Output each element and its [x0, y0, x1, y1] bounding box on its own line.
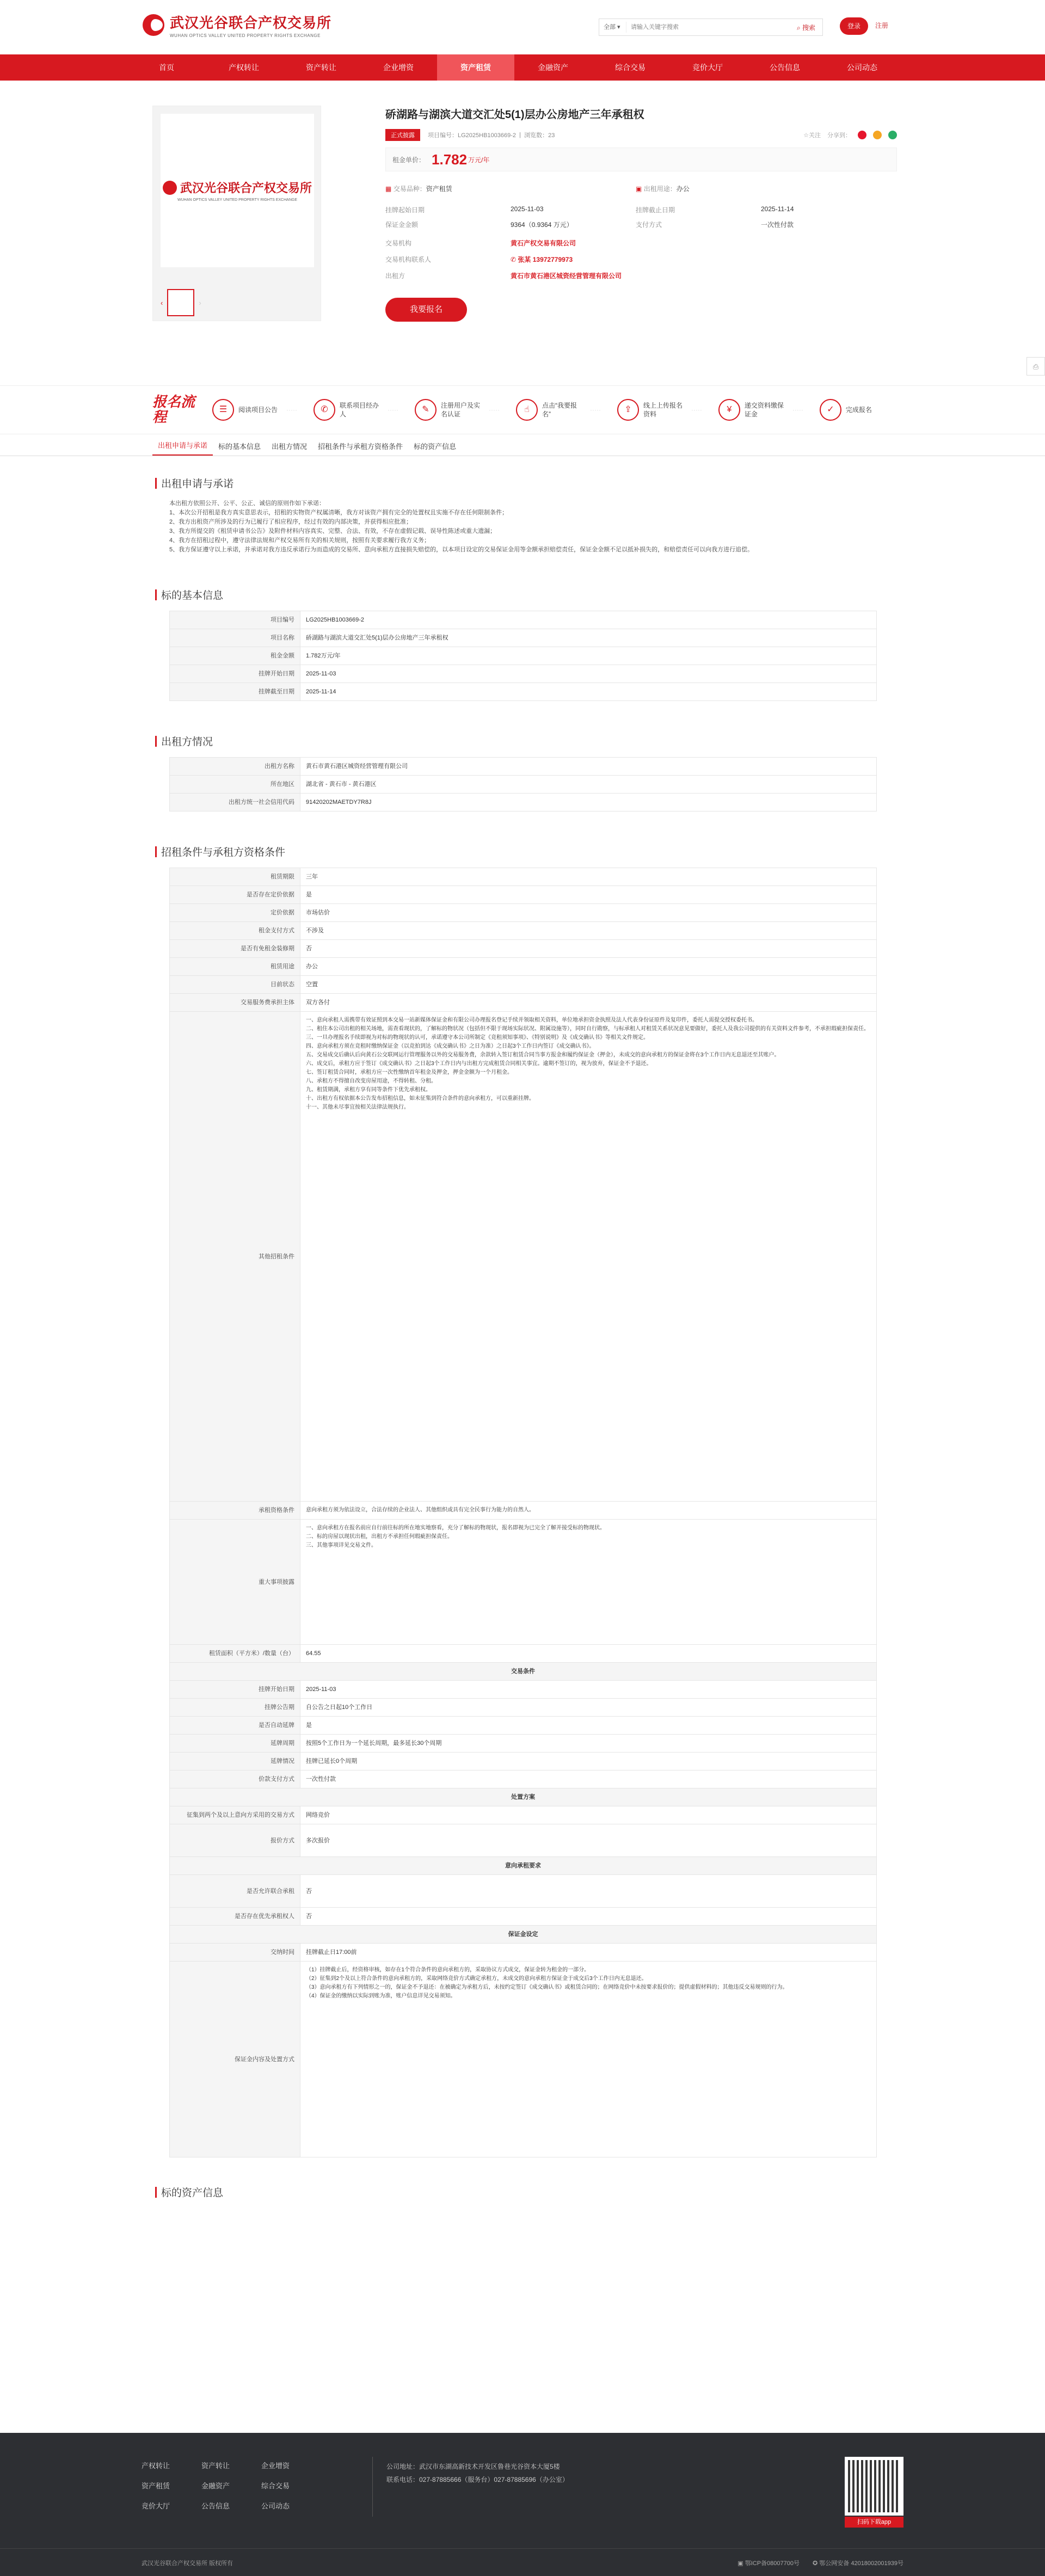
login-button[interactable]: 登录: [840, 17, 868, 35]
share-label: 分享到：: [827, 132, 851, 139]
police-link[interactable]: ✪ 鄂公网安备 42018002001939号: [813, 2560, 903, 2567]
nav-home[interactable]: 首页: [159, 63, 174, 72]
category-value: 资产租赁: [426, 185, 452, 193]
footer-link[interactable]: 产权转让: [142, 2462, 170, 2470]
price-box: 租金单价： 1.782 万元/年: [385, 147, 897, 171]
done-icon: ✓: [820, 399, 841, 421]
tab-basic-info[interactable]: 标的基本信息: [218, 442, 261, 451]
nav-general[interactable]: 综合交易: [615, 63, 646, 72]
commitment-section: 出租申请与承诺 本出租方依照公开、公平、公正、诚信的原则作如下承诺： 1、本次公开招租是我方真实意思表示，招租的实物资产权属清晰，我方对该资产拥有完全的处置权且实施不存在任何限制条件； 2、我方出租资产所涉及的行为已履行了相应程序，经过有效的内部决策，并获得相应批准； 3、我方所提交的《租赁申请书公告》及附件材料内容真实、完整、合法、有效，不存在虚假记载、误导性陈述或重大遗漏； 4、我方在招租过程中，遵守法律法规和产权交易所有关的相关规则，按照有关要求履行我方义务； 5、我方保证遵守以上承诺，并承诺对我方违反承诺行为而造成的交易所、意向承租方直接损失赔偿的，以本项目设定的交易保证金用等金额承担赔偿责任，保证金金额不足以抵补损失的，和赔偿责任可以向我方进行追偿。 标的基本信息 项目编号 LG2025HB1003669-2 项目名称 硚湖路与湖滨大道交汇处5(1)层办公房地产三年承租权 租金金额 1.782万元/年 挂牌开始日期 2025-11-03 挂牌截至日期 2025-11-14 出租方情况 出租方名称 黄石市黄石港区城资经营管理有限公司 所在地区 湖北省 - 黄石市 - 黄石港区 出租方统一社会信用代码 91420202MAETDY7R8J 招租条件与承租方资格条件 租赁期限 三年 是否存在定价依据 是 定价依据 市场估价 租金支付方式 不涉及 是否有免租金装修期 否 租赁用途 办公 目前状态 空置 交易服务费承担主体 双方各付 其他招租条件 一、意向承租人需携带有效证照到本交易一站新媒体保证金和有限公司办理报名登记手续并领取相关资料，单位地承担资金执照及法人代表身份证原件及复印件，委托人需提交授权委托书。 二、租住本公司出租的相关场地，需查看现状的，了解标的物状况（包括但不限于现场实际状况、附属设施等），同时自行勘察，与标承租人对租赁关系状况意见要做好，委托人及我公司提供的有关资料文件参考，不承担瑕疵担保责任。 三、一旦办理报名手续即视为对标的物现状的认可，承诺遵守本公司所制定《竞租须知事项》、《特别说明》及《成交确认书》等相关文件规定。 四、意向承租方须在竞租时缴纳保证金（以竞拍到达《成交确认书》之日为准）之日起3个工作日内签订《成交确认书》。 五、交易成交后确认后向黄石公交联网运行管理服务以外的交易服务费，余款转入签订租赁合同当事方报金和履约保证金（押金），未成交的意向承租方的保证金将在3个工作日内无息退还至其账户。 六、成交后，承租方应于签订《成交确认书》之日起3个工作日内与出租方完成租赁合同相关事宜。逾期不签订的，视为放弃，保证金不予退还。 七、签订租赁合同时，承租方应一次性缴纳首年租金及押金，押金金额为一个月租金。 八、承租方不得擅自改变房屋用途，不得转租、分租。 九、租赁期满，承租方享有同等条件下优先承租权。 十、出租方有权依据本公告发布招租信息，如未征集到符合条件的意向承租方，可以重新挂牌。 十一、其他未尽事宜按相关法律法规执行。 承租资格条件 意向承租方须为依法设立，合法存续的企业法人、其他组织或具有完全民事行为能力的自然人。 重大事项披露 一、意向承租方在报名前应自行前往标的所在地实地察看，充分了解标的物现状，报名即视为已完全了解并接受标的物现状。 二、标的房屋以现状出租，出租方不承担任何瑕疵担保责任。 三、其他事项详见交易文件。 租赁面积（平方米）/数量（台） 64.55 交易条件 挂牌开始日期 2025-11-03 挂牌公告期 自公告之日起10个工作日 是否自动延牌 是 延牌周期 按照5个工作日为一个延长周期，最多延长30个周期 延牌情况 挂牌已延长0个周期 价款支付方式 一次性付款 处置方案 征集到两个及以上意向方采用的交易方式 网络竞价 报价方式 多次报价 意向承租要求 是否允许联合承租 否 是否存在优先承租权人 否 保证金设定 交纳时间 挂牌截止日17:00前 保证金内容及处置方式 （1）挂牌截止后，经资格审核，如存在1个符合条件的意向承租方的，采取协议方式成交，保证金转为租金的一部分。 （2）征集到2个及以上符合条件的意向承租方的，采取网络竞价方式确定承租方，未成交的意向承租方保证金于成交后3个工作日内无息退还。 （3）意向承租方有下列情形之一的，保证金不予退还：在被确定为承租方后，未按约定签订《成交确认书》或租赁合同的；在网络竞价中未按要求报价的；提供虚假材料的；其他违反交易规则的行为。 （4）保证金的缴纳以实际到账为准，账户信息详见交易须知。 标的资产信息: [155, 476, 895, 2199]
other-conditions: 一、意向承租人需携带有效证照到本交易一站新媒体保证金和有限公司办理报名登记手续并领取相关资料，单位地承担资金执照及法人代表身份证原件及复印件，委托人需提交授权委托书。 二、租住本公司出租的相关场地，需查看现状的，了解标的物状况（包括但不限于现场实际状况、附属设施等），同时自行勘察，与标承租人对租赁关系状况意见要做好，委托人及我公司提供的有关资料文件参考，不承担瑕疵担保责任。 三、一旦办理报名手续即视为对标的物现状的认可，承诺遵守本公司所制定《竞租须知事项》、《特别说明》及《成交确认书》等相关文件规定。 四、意向承租方须在竞租时缴纳保证金（以竞拍到达《成交确认书》之日为准）之日起3个工作日内签订《成交确认书》。 五、交易成交后确认后向黄石公交联网运行管理服务以外的交易服务费，余款转入签订租赁合同当事方报金和履约保证金（押金），未成交的意向承租方的保证金将在3个工作日内无息退还至其账户。 六、成交后，承租方应于签订《成交确认书》之日起3个工作日内与出租方完成租赁合同相关事宜。逾期不签订的，视为放弃，保证金不予退还。 七、签订租赁合同时，承租方应一次性缴纳首年租金及押金，押金金额为一个月租金。 八、承租方不得擅自改变房屋用途，不得转租、分租。 九、租赁期满，承租方享有同等条件下优先承租权。 十、出租方有权依据本公告发布招租信息，如未征集到符合条件的意向承租方，可以重新挂牌。 十一、其他未尽事宜按相关法律法规执行。: [300, 1012, 877, 1502]
download-app-label[interactable]: 扫码下载app: [845, 2517, 903, 2528]
star-icon: ☆: [803, 132, 809, 139]
site-logo[interactable]: [143, 12, 331, 38]
prev-thumb-arrow[interactable]: ‹: [161, 298, 163, 307]
icp-link[interactable]: ▣ 鄂ICP备08007700号: [737, 2560, 800, 2567]
section-title: 出租申请与承诺: [155, 476, 895, 490]
detail-tabs: [0, 438, 1045, 456]
tab-commitment[interactable]: 出租申请与承诺: [152, 440, 213, 456]
product-section: [0, 81, 1045, 385]
footer-link[interactable]: 公司动态: [261, 2502, 290, 2510]
tab-lessor[interactable]: 出租方情况: [272, 442, 308, 451]
search-bar: [599, 19, 823, 36]
footer-link[interactable]: 竞价大厅: [142, 2502, 170, 2510]
signup-process: 报名流程 ☰ 阅读项目公告 ····· ✆ 联系项目经办人 ····· ✎ 注册用户及实名认证 ····· ☝ 点击“我要报名” ····· ⇪ 线上上传报名资料 ····· ¥ 递交资料缴保证金 ····· ✓ 完成报名: [0, 385, 1045, 434]
footer-link[interactable]: 综合交易: [261, 2482, 290, 2490]
search-input[interactable]: [626, 20, 790, 35]
section-title: 出租方情况: [155, 734, 895, 748]
phone-icon: ✆: [511, 255, 517, 263]
section-title: 标的基本信息: [155, 587, 895, 602]
nav-asset[interactable]: 资产转让: [306, 63, 336, 72]
nav-news[interactable]: 公司动态: [847, 63, 877, 72]
share-weibo-icon[interactable]: [858, 131, 866, 139]
status-badge: 正式披露: [385, 129, 420, 141]
print-icon[interactable]: ⎙: [1026, 357, 1045, 376]
read-icon: ☰: [212, 399, 234, 421]
tab-terms[interactable]: 招租条件与承租方资格条件: [318, 442, 403, 451]
view-count: 浏览数：23: [524, 132, 555, 139]
usage-icon: ▣: [636, 185, 642, 193]
logo-icon: [143, 14, 164, 36]
contact-info: 交易机构 黄石产权交易有限公司 交易机构联系人 ✆ 张某 13972779973 出租方 黄石市黄石港区城资经营管理有限公司: [385, 239, 622, 280]
share-qzone-icon[interactable]: [873, 131, 882, 139]
footer-link[interactable]: 公告信息: [201, 2502, 230, 2510]
nav-capital[interactable]: 企业增资: [383, 63, 414, 72]
section-title: 标的资产信息: [155, 2185, 895, 2199]
register-icon: ✎: [415, 399, 437, 421]
footer-phone: 联系电话：027-87885666（服务台）027-87885696（办公室）: [386, 2476, 569, 2483]
search-icon: ⌕: [796, 23, 801, 32]
nav-finance[interactable]: 金融资产: [538, 63, 568, 72]
icp-icon: ▣: [737, 2560, 743, 2567]
copyright: 武汉光谷联合产权交易所 版权所有: [142, 2560, 233, 2567]
logo-en: WUHAN OPTICS VALLEY UNITED PROPERTY RIGHTS EXCHANGE: [170, 33, 321, 38]
tab-asset-info[interactable]: 标的资产信息: [414, 442, 457, 451]
nav-notice[interactable]: 公告信息: [770, 63, 800, 72]
click-icon: ☝: [516, 399, 538, 421]
app-qr-code: [845, 2457, 903, 2516]
basic-info-table: 项目编号 LG2025HB1003669-2 项目名称 硚湖路与湖滨大道交汇处5(1)层办公房地产三年承租权 租金金额 1.782万元/年 挂牌开始日期 2025-11-03 挂牌截至日期 2025-11-14: [169, 611, 877, 701]
top-header: [0, 0, 1045, 54]
next-thumb-arrow[interactable]: ›: [199, 298, 201, 307]
section-title: 招租条件与承租方资格条件: [155, 844, 895, 859]
share-wechat-icon[interactable]: [888, 131, 897, 139]
product-image[interactable]: 武汉光谷联合产权交易所 WUHAN OPTICS VALLEY UNITED PROPERTY RIGHTS EXCHANGE ‹ ›: [152, 106, 321, 321]
product-info: 硚湖路与湖滨大道交汇处5(1)层办公房地产三年承租权 正式披露 项目编号：LG2025HB1003669-2 | 浏览数：23 ☆关注 分享到： 租金单价： 1.782 万元/年 ▦ 交易品种：资产租赁 ▣ 出租用途：办公 挂牌起始日期 2025-11-03 挂牌截止日期 2025-11-14 保证金金额 9364（0.9364 万元） 支付方式 一次性付款 交易机构 黄石产权交易有限公司 交易机构联系人 ✆ 张某 13972779973 出租方 黄石市黄石港区城资经营管理有限公司 我要报名: [385, 106, 897, 322]
footer-link[interactable]: 资产租赁: [142, 2482, 170, 2490]
footer: [0, 2433, 1045, 2576]
nav-auction[interactable]: 竞价大厅: [692, 63, 723, 72]
category-icon: ▦: [385, 185, 392, 193]
process-title: 报名流程: [152, 394, 195, 426]
key-dates: 挂牌起始日期 2025-11-03 挂牌截止日期 2025-11-14 保证金金额 9364（0.9364 万元） 支付方式 一次性付款: [385, 205, 794, 229]
footer-link[interactable]: 企业增资: [261, 2462, 290, 2470]
product-title: 硚湖路与湖滨大道交汇处5(1)层办公房地产三年承租权: [385, 109, 644, 121]
terms-table: 租赁期限 三年 是否存在定价依据 是 定价依据 市场估价 租金支付方式 不涉及 是否有免租金装修期 否 租赁用途 办公 目前状态 空置 交易服务费承担主体 双方各付 其他招租条件 一、意向承租人需携带有效证照到本交易一站新媒体保证金和有限公司办理报名登记手续并领取相关资料，单位地承担资金执照及法人代表身份证原件及复印件，委托人需提交授权委托书。 二、租住本公司出租的相关场地，需查看现状的，了解标的物状况（包括但不限于现场实际状况、附属设施等），同时自行勘察，与标承租人对租赁关系状况意见要做好，委托人及我公司提供的有关资料文件参考，不承担瑕疵担保责任。 三、一旦办理报名手续即视为对标的物现状的认可，承诺遵守本公司所制定《竞租须知事项》、《特别说明》及《成交确认书》等相关文件规定。 四、意向承租方须在竞租时缴纳保证金（以竞拍到达《成交确认书》之日为准）之日起3个工作日内签订《成交确认书》。 五、交易成交后确认后向黄石公交联网运行管理服务以外的交易服务费，余款转入签订租赁合同当事方报金和履约保证金（押金），未成交的意向承租方的保证金将在3个工作日内无息退还至其账户。 六、成交后，承租方应于签订《成交确认书》之日起3个工作日内与出租方完成租赁合同相关事宜。逾期不签订的，视为放弃，保证金不予退还。 七、签订租赁合同时，承租方应一次性缴纳首年租金及押金，押金金额为一个月租金。 八、承租方不得擅自改变房屋用途，不得转租、分租。 九、租赁期满，承租方享有同等条件下优先承租权。 十、出租方有权依据本公告发布招租信息，如未征集到符合条件的意向承租方，可以重新挂牌。 十一、其他未尽事宜按相关法律法规执行。 承租资格条件 意向承租方须为依法设立，合法存续的企业法人、其他组织或具有完全民事行为能力的自然人。 重大事项披露 一、意向承租方在报名前应自行前往标的所在地实地察看，充分了解标的物现状，报名即视为已完全了解并接受标的物现状。 二、标的房屋以现状出租，出租方不承担任何瑕疵担保责任。 三、其他事项详见交易文件。 租赁面积（平方米）/数量（台） 64.55 交易条件 挂牌开始日期 2025-11-03 挂牌公告期 自公告之日起10个工作日 是否自动延牌 是 延牌周期 按照5个工作日为一个延长周期，最多延长30个周期 延牌情况 挂牌已延长0个周期 价款支付方式 一次性付款 处置方案 征集到两个及以上意向方采用的交易方式 网络竞价 报价方式 多次报价 意向承租要求 是否允许联合承租 否 是否存在优先承租权人 否 保证金设定 交纳时间 挂牌截止日17:00前 保证金内容及处置方式 （1）挂牌截止后，经资格审核，如存在1个符合条件的意向承租方的，采取协议方式成交，保证金转为租金的一部分。 （2）征集到2个及以上符合条件的意向承租方的，采取网络竞价方式确定承租方，未成交的意向承租方保证金于成交后3个工作日内无息退还。 （3）意向承租方有下列情形之一的，保证金不予退还：在被确定为承租方后，未按约定签订《成交确认书》或租赁合同的；在网络竞价中未按要求报价的；提供虚假材料的；其他违反交易规则的行为。 （4）保证金的缴纳以实际到账为准，账户信息详见交易须知。: [169, 868, 877, 2157]
apply-button[interactable]: 我要报名: [385, 298, 467, 322]
footer-address: 公司地址：武汉市东湖高新技术开发区鲁巷光谷资本大厦5楼: [386, 2463, 560, 2470]
nav-lease[interactable]: 资产租赁: [437, 54, 514, 81]
footer-link[interactable]: 金融资产: [201, 2482, 230, 2490]
pay-icon: ¥: [718, 399, 740, 421]
main-nav: [0, 54, 1045, 81]
search-scope-select[interactable]: 全部 ▾: [599, 22, 626, 33]
thumbnail[interactable]: [167, 289, 194, 316]
project-code: 项目编号：LG2025HB1003669-2: [428, 132, 517, 139]
lessor-table: 出租方名称 黄石市黄石港区城资经营管理有限公司 所在地区 湖北省 - 黄石市 - 黄石港区 出租方统一社会信用代码 91420202MAETDY7R8J: [169, 757, 877, 811]
register-link[interactable]: 注册: [875, 22, 889, 29]
rent-price: 1.782: [432, 151, 468, 168]
police-badge-icon: ✪: [813, 2560, 818, 2567]
search-button[interactable]: ⌕ 搜索: [796, 23, 816, 32]
contact-icon: ✆: [314, 399, 335, 421]
logo-cn: 武汉光谷联合产权交易所: [170, 15, 332, 32]
nav-equity[interactable]: 产权转让: [229, 63, 259, 72]
footer-link[interactable]: 资产转让: [201, 2462, 230, 2470]
usage-value: 办公: [676, 185, 690, 193]
upload-icon: ⇪: [617, 399, 639, 421]
favorite-button[interactable]: ☆关注: [803, 132, 821, 139]
